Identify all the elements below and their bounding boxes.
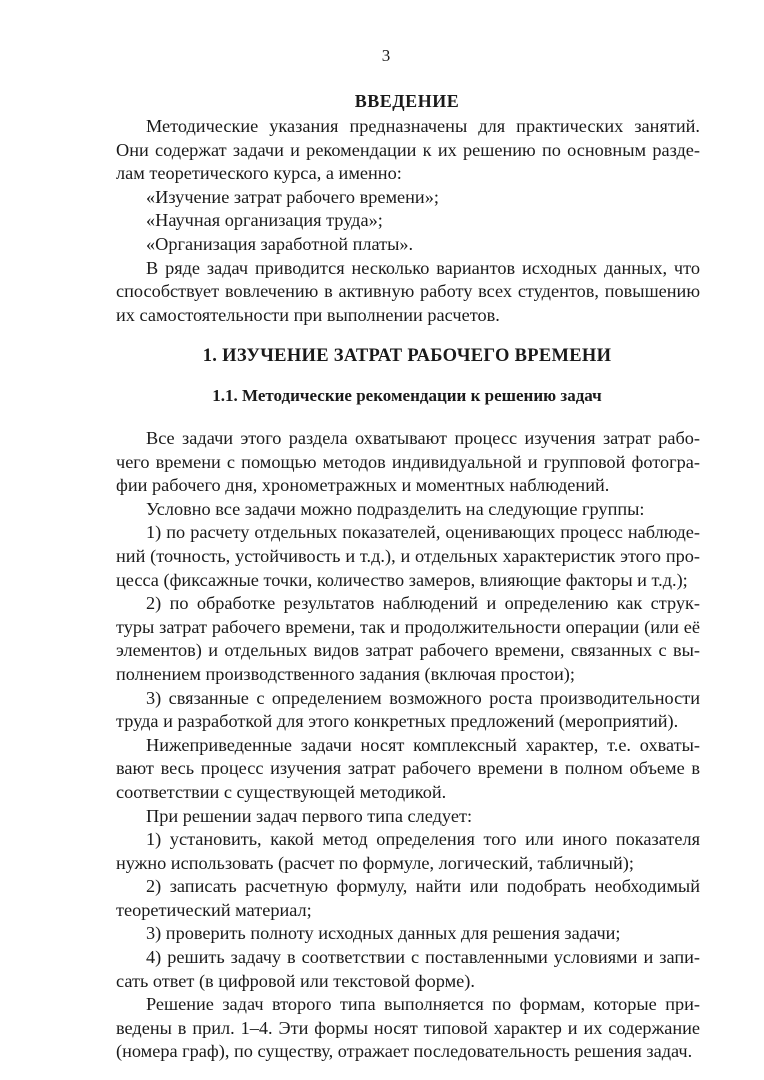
paragraph [116, 209, 700, 233]
text-line: соответствии с существующей методикой. [116, 781, 447, 802]
intro-text [116, 115, 700, 327]
text-line: чего времени с помощью методов индивидуальной и групповой фотогра- [116, 451, 700, 472]
section-heading: 1. ИЗУЧЕНИЕ ЗАТРАТ РАБОЧЕГО ВРЕМЕНИ [202, 346, 612, 366]
text-line: способствует вовлечению в активную работу всех студентов, повышению [116, 281, 700, 302]
paragraph [116, 186, 700, 210]
text-line: нужно использовать (расчет по формуле, логический, табличный); [116, 852, 634, 873]
paragraph [116, 946, 700, 993]
text-line: 2) записать расчетную формулу, найти или подобрать необходимый [146, 876, 700, 897]
paragraph [116, 592, 700, 686]
paragraph [116, 993, 700, 1064]
text-line: 4) решить задачу в соответствии с поставленными условиями и запи- [146, 947, 700, 968]
paragraph [116, 805, 700, 829]
text-line: 1) установить, какой метод определения того или иного показателя [146, 829, 700, 850]
paragraph [116, 828, 700, 875]
text-line: полнением производственного задания (включая простои); [116, 663, 575, 684]
paragraph [116, 498, 700, 522]
text-line: теоретический материал; [116, 899, 312, 920]
page-number: 3 [381, 46, 391, 65]
text-line: «Организация заработной платы». [146, 233, 414, 254]
intro-heading: ВВЕДЕНИЕ [354, 91, 460, 111]
subsection-heading: 1.1. Методические рекомендации к решению задач [212, 386, 602, 405]
text-line: 3) проверить полноту исходных данных для решения задачи; [146, 923, 621, 944]
text-line: В ряде задач приводится несколько вариантов исходных данных, что [146, 257, 700, 278]
text-line: 3) связанные с определением возможного роста производительности [146, 687, 700, 708]
text-line: ний (точность, устойчивость и т.д.), и отдельных характеристик этого про- [116, 545, 700, 566]
text-line: При решении задач первого типа следует: [146, 805, 473, 826]
text-line: туры затрат рабочего времени, так и продолжительности операции (или её [116, 616, 700, 637]
text-line: Методические указания предназначены для практических занятий. [146, 116, 700, 136]
paragraph [116, 233, 700, 257]
paragraph [116, 922, 700, 946]
section-text [116, 427, 700, 1064]
text-line: элементов) и отдельных видов затрат рабочего времени, связанных с вы- [116, 640, 700, 661]
text-line: 1) по расчету отдельных показателей, оценивающих процесс наблюде- [146, 522, 700, 543]
paragraph [116, 521, 700, 592]
paragraph [116, 115, 700, 186]
text-line: «Изучение затрат рабочего времени»; [146, 186, 439, 207]
text-line: их самостоятельности при выполнении расчетов. [116, 304, 500, 325]
text-line: Условно все задачи можно подразделить на следующие группы: [146, 498, 645, 519]
paragraph [116, 687, 700, 734]
text-line: труда и разработкой для этого конкретных предложений (мероприятий). [116, 711, 679, 732]
text-line: Они содержат задачи и рекомендации к их решению по основным разде- [116, 139, 700, 160]
text-line: «Научная организация труда»; [146, 210, 383, 231]
text-line: 2) по обработке результатов наблюдений и определению как струк- [146, 593, 700, 614]
text-line: сать ответ (в цифровой или текстовой форме). [116, 970, 475, 991]
text-line: лам теоретического курса, а именно: [116, 163, 402, 184]
paragraph [116, 257, 700, 328]
paragraph [116, 734, 700, 805]
text-line: Нижеприведенные задачи носят комплексный характер, т.е. охваты- [146, 734, 700, 755]
text-line: вают весь процесс изучения затрат рабочего времени в полном объеме в [116, 758, 700, 779]
text-line: фии рабочего дня, хронометражных и моментных наблюдений. [116, 475, 610, 496]
text-line: Все задачи этого раздела охватывают процесс изучения затрат рабо- [146, 428, 700, 448]
paragraph [116, 427, 700, 498]
text-line: (номера граф), по существу, отражает последовательность решения задач. [116, 1041, 693, 1062]
paragraph [116, 875, 700, 922]
text-line: цесса (фиксажные точки, количество замеров, влияющие факторы и т.д.); [116, 569, 688, 590]
text-line: Решение задач второго типа выполняется по формам, которые при- [146, 994, 700, 1015]
text-line: ведены в прил. 1–4. Эти формы носят типовой характер и их содержание [116, 1017, 700, 1038]
